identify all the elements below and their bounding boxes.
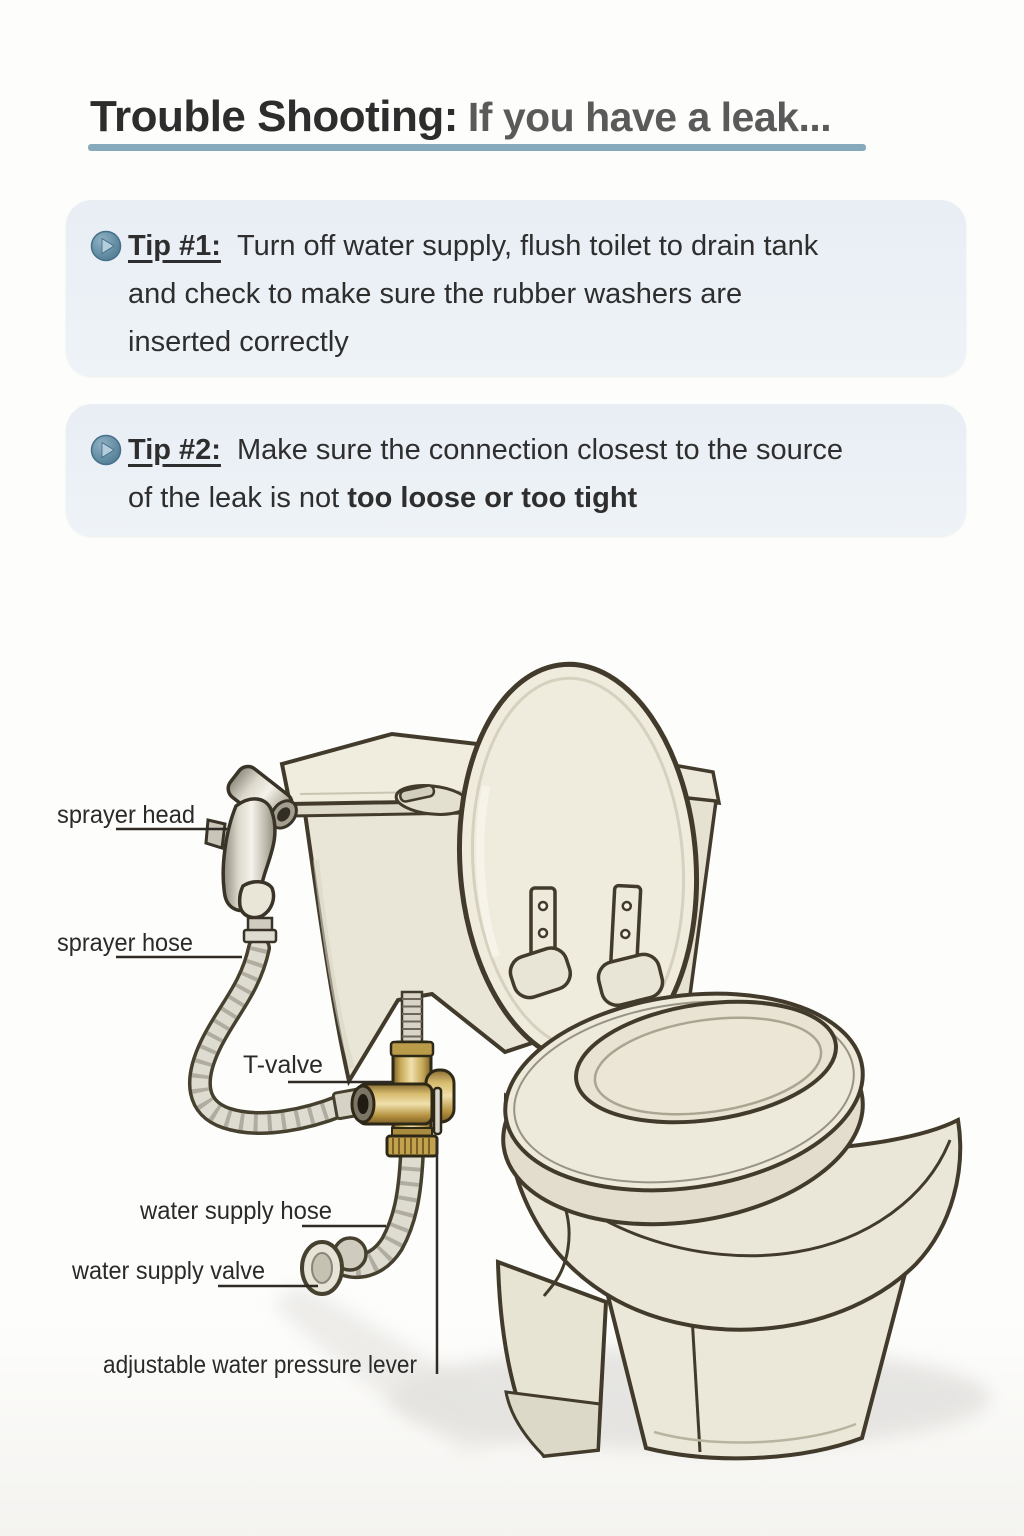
label-water-supply-hose: water supply hose <box>139 1197 332 1225</box>
t-valve <box>352 1042 454 1156</box>
tip1-line1: Turn off water supply, flush toilet to drain tank <box>236 230 819 262</box>
tip2-line1: Make sure the connection closest to the source <box>236 434 844 466</box>
tip-card-1 <box>66 200 966 376</box>
label-sprayer-hose: sprayer hose <box>57 929 193 957</box>
play-bullet-icon <box>90 230 122 262</box>
tip1-line2: and check to make sure the rubber washers are <box>128 278 743 310</box>
tip-line <box>128 222 940 270</box>
t-valve-lever <box>434 1088 441 1134</box>
label-t-valve: T-valve <box>243 1051 323 1079</box>
label-water-supply-valve: water supply valve <box>71 1257 265 1285</box>
toilet-diagram <box>0 620 1024 1536</box>
label-adjustable-water-pressure-lever: adjustable water pressure lever <box>103 1351 417 1379</box>
tip1-line3: inserted correctly <box>128 326 349 358</box>
tip2-label: Tip #2: <box>128 434 221 466</box>
tip2-text <box>128 426 940 522</box>
tip-line <box>128 426 940 474</box>
tip2-line2-emphasis: too loose or too tight <box>347 482 638 514</box>
tip2-line2-prefix: of the leak is not <box>128 482 348 514</box>
sprayer-trigger <box>206 820 225 848</box>
tip-card-2 <box>66 404 966 536</box>
title-sub: If you have a leak... <box>467 94 832 140</box>
title-main: Trouble Shooting: <box>90 92 458 141</box>
tip1-text <box>128 222 940 366</box>
page-title <box>90 92 831 142</box>
play-bullet-icon <box>90 434 122 466</box>
threaded-connector <box>402 992 422 1048</box>
tip1-label: Tip #1: <box>128 230 221 262</box>
tip2-line2 <box>128 474 940 522</box>
title-underline <box>88 144 866 151</box>
label-sprayer-head: sprayer head <box>57 801 195 829</box>
knurled-nut <box>387 1136 437 1156</box>
